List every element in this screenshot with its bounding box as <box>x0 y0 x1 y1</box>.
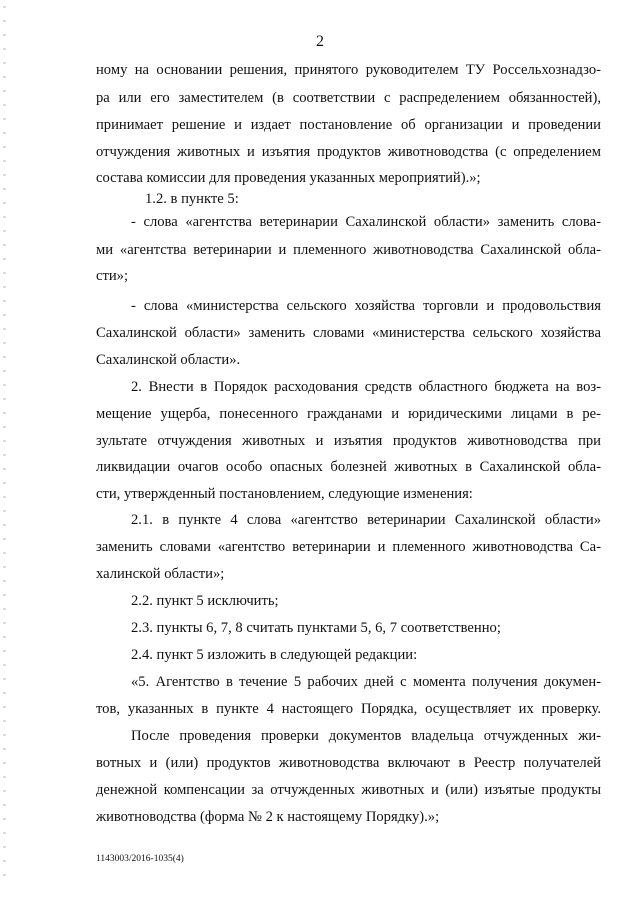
text-line: мещение ущерба, понесенного гражданами и юридическими лицами в ре- <box>96 406 601 422</box>
text-line: вотных и (или) продуктов животноводства включают в Реестр получателей <box>96 755 601 771</box>
text-line: ликвидации очагов особо опасных болезней животных в Сахалинской обла- <box>96 459 601 475</box>
text-line: 2.3. пункты 6, 7, 8 считать пунктами 5, 6, 7 соответственно; <box>131 620 501 636</box>
text-line: «5. Агентство в течение 5 рабочих дней с момента получения докумен- <box>131 674 601 690</box>
text-line: халинской области»; <box>96 566 225 582</box>
text-line: тов, указанных в пункте 4 настоящего Порядка, осуществляет их проверку. <box>96 701 601 717</box>
text-line: После проведения проверки документов владельца отчужденных жи- <box>131 728 601 744</box>
text-line: - слова «министерства сельского хозяйства торговли и продовольствия <box>131 298 601 314</box>
text-line: Сахалинской области». <box>96 352 241 368</box>
text-line: отчуждения животных и изъятия продуктов животноводства (с определением <box>96 144 601 160</box>
text-line: ному на основании решения, принятого руководителем ТУ Россельхознадзо- <box>96 62 601 78</box>
text-line: заменить словами «агентство ветеринарии и племенного животноводства Са- <box>96 539 601 555</box>
text-line: принимает решение и издает постановление об организации и проведении <box>96 117 601 133</box>
text-line: 2.4. пункт 5 изложить в следующей редакции: <box>131 647 418 663</box>
text-line: ми «агентства ветеринарии и племенного животноводства Сахалинской обла- <box>96 242 601 258</box>
text-line: ра или его заместителем (в соответствии с распределением обязанностей), <box>96 90 601 106</box>
document-code-footer: 1143003/2016-1035(4) <box>96 854 184 864</box>
text-line: 2. Внести в Порядок расходования средств областного бюджета на воз- <box>131 379 601 395</box>
text-line: состава комиссии для проведения указанных мероприятий).»; <box>96 170 481 186</box>
text-line: животноводства (форма № 2 к настоящему Порядку).»; <box>96 809 440 825</box>
text-line: зультате отчуждения животных и изъятия продуктов животноводства при <box>96 433 601 449</box>
text-line: Сахалинской области» заменить словами «министерства сельского хозяйства <box>96 325 601 341</box>
text-line: 1.2. в пункте 5: <box>145 191 239 207</box>
scan-margin-marks <box>3 6 6 886</box>
text-line: - слова «агентства ветеринарии Сахалинской области» заменить слова- <box>131 214 601 230</box>
text-line: денежной компенсации за отчужденных животных и (или) изъятые продукты <box>96 782 601 798</box>
text-line: 2.2. пункт 5 исключить; <box>131 593 279 609</box>
text-line: сти, утвержденный постановлением, следующие изменения: <box>96 486 473 502</box>
page-number: 2 <box>316 33 324 50</box>
text-line: сти»; <box>96 268 129 284</box>
text-line: 2.1. в пункте 4 слова «агентство ветеринарии Сахалинской области» <box>131 512 601 528</box>
